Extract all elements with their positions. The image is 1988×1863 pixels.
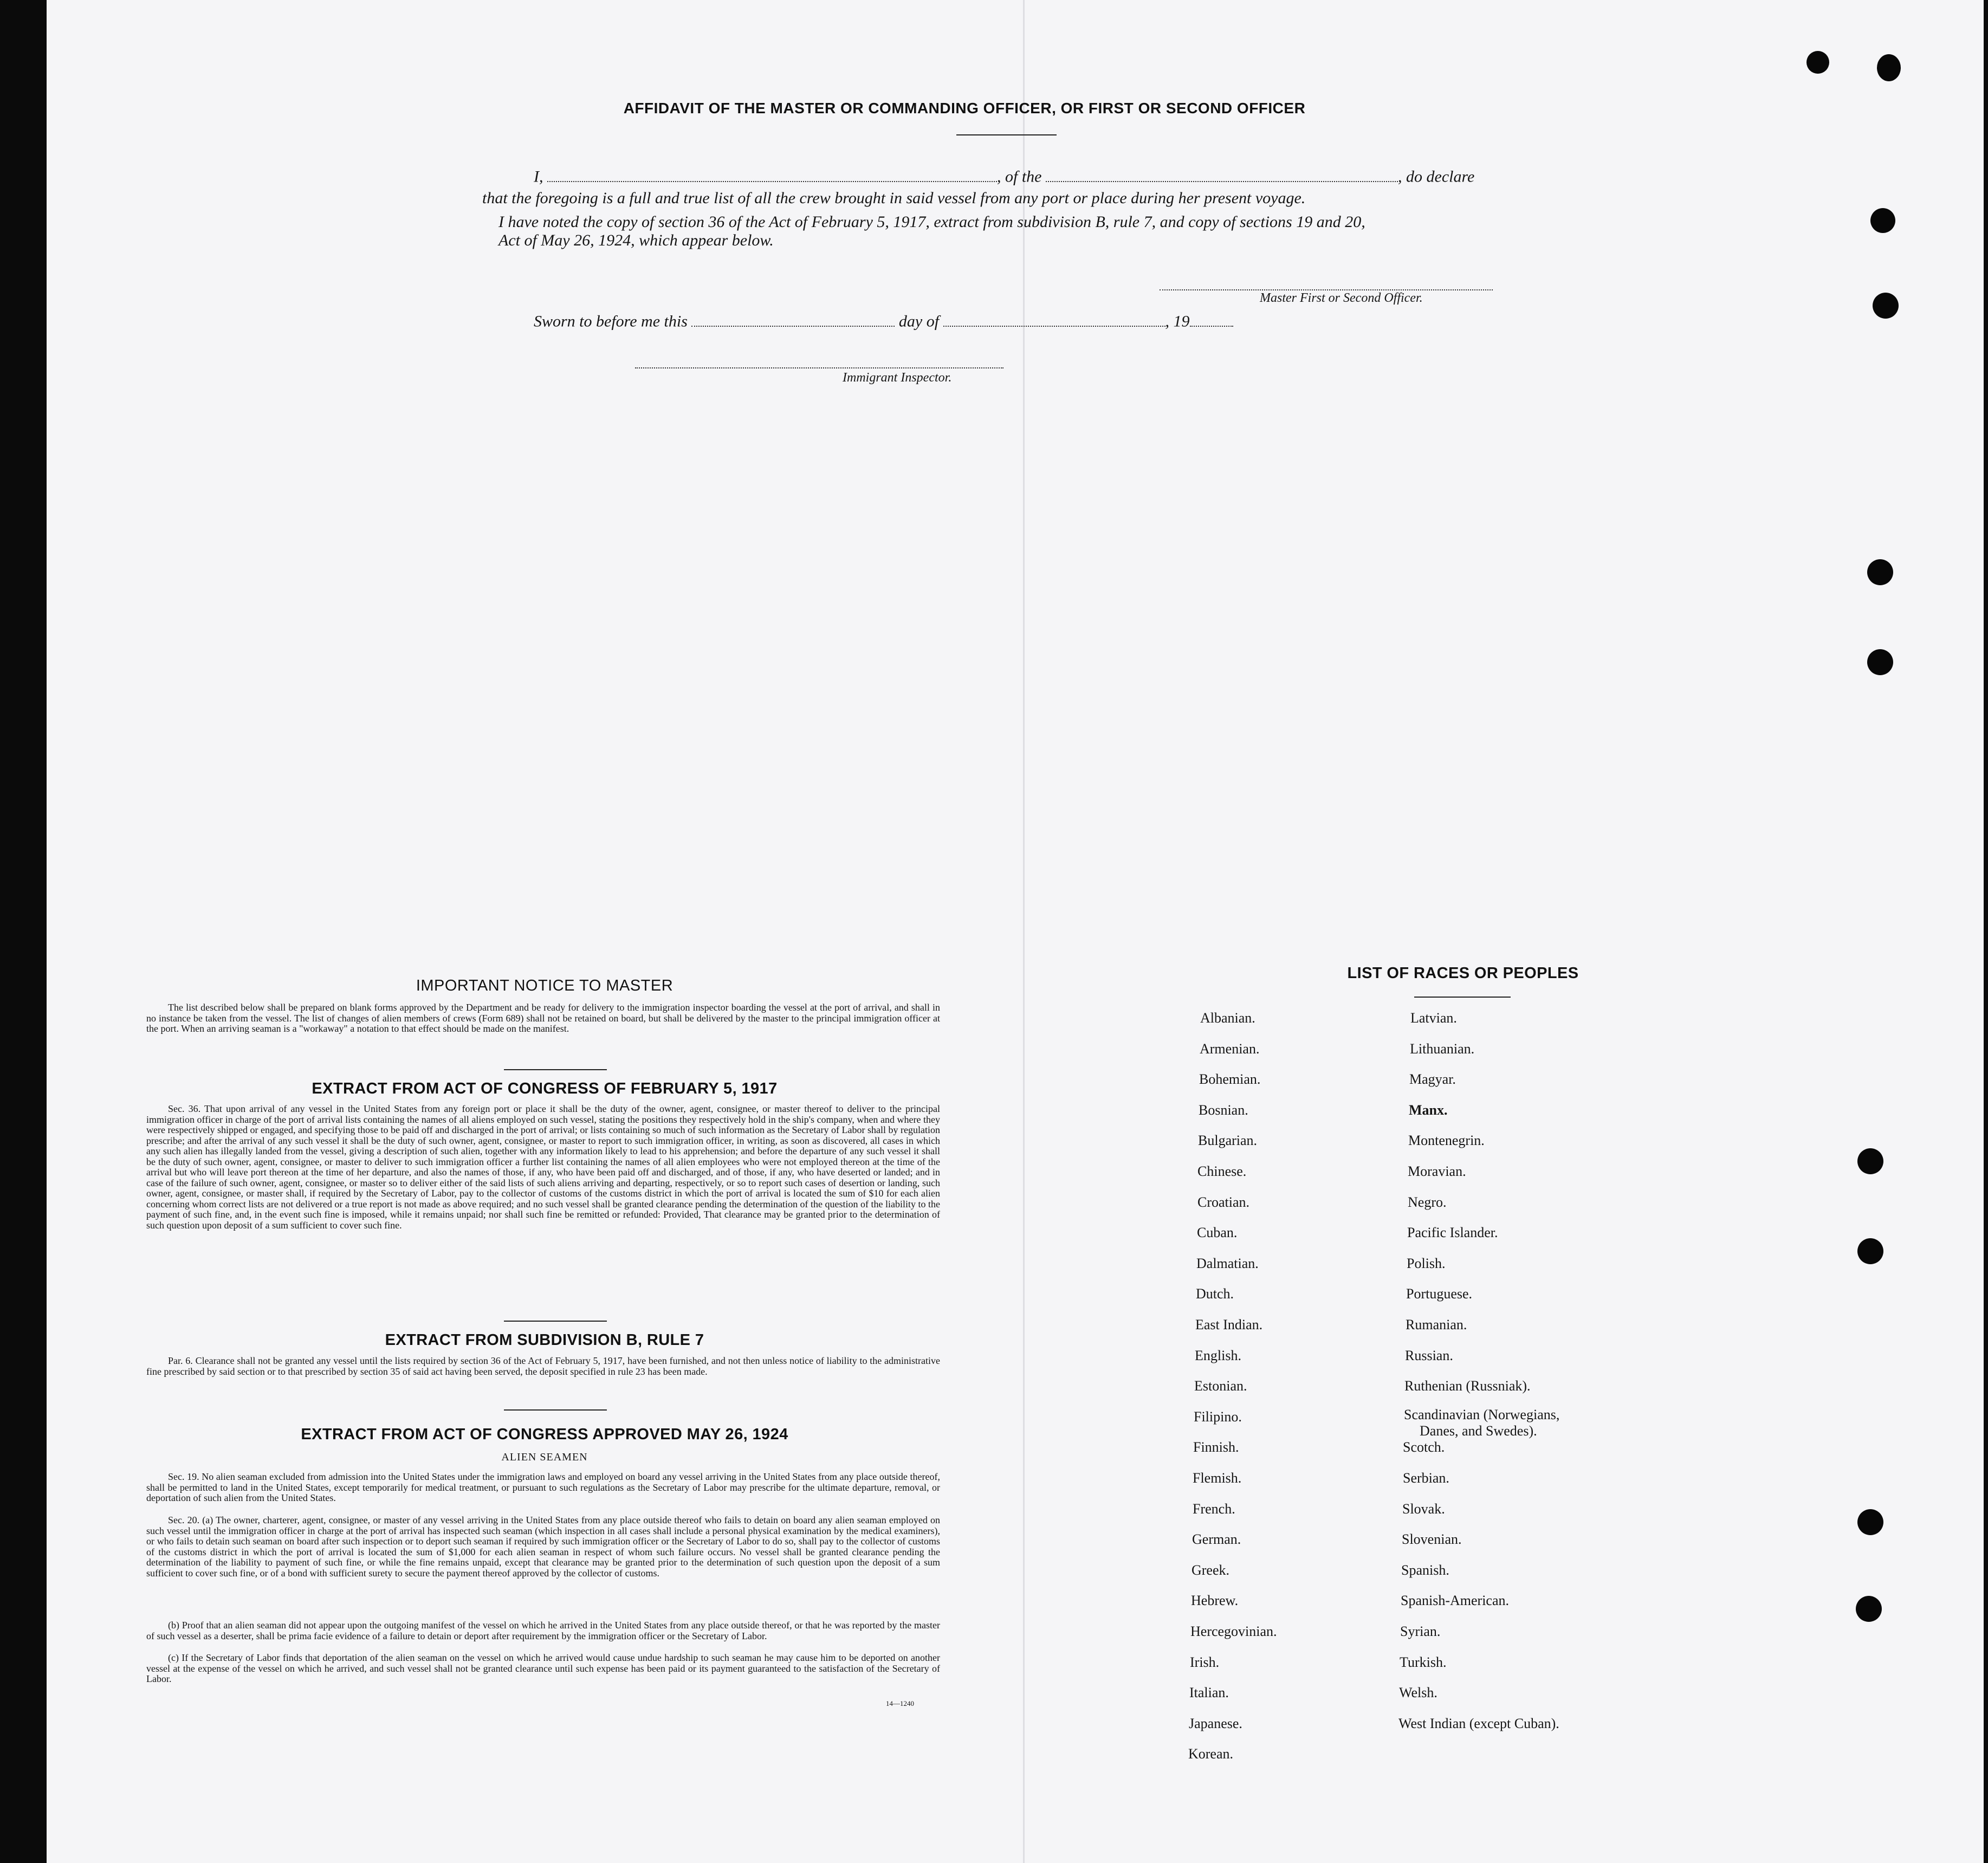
master-signature-line[interactable] [1160, 289, 1493, 290]
divider [1414, 997, 1511, 998]
binder-hole [1857, 1238, 1883, 1264]
race-item: Serbian. [1403, 1470, 1449, 1486]
race-item: Magyar. [1409, 1071, 1456, 1088]
race-item: West Indian (except Cuban). [1398, 1715, 1559, 1731]
notice-title: IMPORTANT NOTICE TO MASTER [416, 977, 674, 994]
races-title: LIST OF RACES OR PEOPLES [1347, 965, 1579, 982]
act-1924-section-20c: (c) If the Secretary of Labor finds that deportation of the alien seaman on the vessel on which he arrived would cause undue hardship to such seaman he may cause him to be deported on another vessel at the expense of the vessel on which he arrived, and such vessel shall not be granted clearance until such expense has been paid or its payment guaranteed to the satisfaction of the Secretary of Labor. [146, 1652, 940, 1684]
binder-hole [1870, 208, 1895, 233]
race-item: Japanese. [1189, 1715, 1242, 1731]
race-item: Latvian. [1410, 1010, 1457, 1026]
document-page [47, 0, 1984, 1863]
race-item: Polish. [1407, 1255, 1446, 1271]
race-item: Turkish. [1400, 1654, 1447, 1670]
divider [504, 1321, 607, 1322]
race-item: Spanish. [1401, 1562, 1449, 1578]
sworn-line [534, 310, 1292, 331]
divider [504, 1409, 607, 1411]
race-item: Russian. [1405, 1347, 1453, 1363]
race-item: Dalmatian. [1196, 1255, 1259, 1271]
race-item: Dutch. [1196, 1286, 1234, 1302]
affidavit-line-1 [534, 165, 1514, 186]
year-label: , 19 [1165, 312, 1190, 331]
race-item: Danes, and Swedes). [1420, 1422, 1537, 1439]
race-item: Portuguese. [1406, 1286, 1473, 1302]
race-item: Bohemian. [1199, 1071, 1261, 1088]
race-item: Negro. [1408, 1194, 1447, 1210]
race-item: Hebrew. [1191, 1593, 1239, 1609]
race-item: Flemish. [1193, 1470, 1242, 1486]
race-item: Bosnian. [1199, 1102, 1248, 1118]
affidavit-title: AFFIDAVIT OF THE MASTER OR COMMANDING OFFICER, OR FIRST OR SECOND OFFICER [623, 100, 1306, 117]
i-label: I, [534, 167, 543, 186]
affidavit-line-4: Act of May 26, 1924, which appear below. [498, 231, 774, 249]
act-1924-section-20b: (b) Proof that an alien seaman did not appear upon the outgoing manifest of the vessel on which he arrived in the United States from any place outside thereof, or that he was reported by the master of such vessel as a deserter, shall be prima facie evidence of a failure to detain or deport after requirement by the immigration officer or the Secretary of Labor. [146, 1620, 940, 1641]
divider [504, 1069, 607, 1070]
race-item: Rumanian. [1406, 1317, 1467, 1332]
race-item: Albanian. [1200, 1010, 1255, 1026]
binder-hole [1873, 293, 1899, 319]
binder-hole [1806, 51, 1829, 74]
binder-hole [1857, 1509, 1883, 1535]
race-item: Bulgarian. [1198, 1133, 1258, 1149]
race-item: Korean. [1188, 1746, 1234, 1762]
inspector-signature-label: Immigrant Inspector. [843, 371, 952, 385]
do-declare-label: , do declare [1398, 167, 1475, 186]
master-signature-label: Master First or Second Officer. [1260, 291, 1423, 305]
race-item: Montenegrin. [1408, 1133, 1485, 1149]
race-item: English. [1195, 1347, 1241, 1363]
race-item: Ruthenian (Russniak). [1404, 1378, 1531, 1394]
race-item: East Indian. [1195, 1317, 1263, 1332]
affidavit-line-3: I have noted the copy of section 36 of the Act of February 5, 1917, extract from subdivision B, rule 7, and copy of sections 19 and 20, [498, 213, 1365, 231]
race-item: Slovak. [1402, 1500, 1445, 1517]
race-item: Finnish. [1193, 1439, 1239, 1456]
race-item: Scotch. [1403, 1439, 1445, 1456]
binder-hole [1867, 649, 1893, 675]
race-item: Armenian. [1200, 1040, 1260, 1057]
race-item: Italian. [1189, 1685, 1229, 1701]
inspector-signature-line[interactable] [635, 367, 1003, 368]
race-item: Scandinavian (Norwegians, [1404, 1406, 1560, 1422]
act-1917-body: Sec. 36. That upon arrival of any vessel in the United States from any foreign port or place it shall be the duty of the owner, agent, consignee, or master thereof to deliver to the principal immigration officer in charge of the port of arrival lists containing the names of all aliens employed on such vessel, stating the positions they respectively hold in the ship's company, when and where they were respectively shipped or engaged, and specifying those to be paid off and discharged in the port of arrival; or lists containing so much of such information as the Secretary of Labor shall by regulation prescribe; and after the arrival of any such vessel it shall be the duty of such owner, agent, consignee, or master to report to such immigration officer, in writing, as soon as discovered, all cases in which any such alien has illegally landed from the vessel, giving a description of such alien, together with any information likely to lead to his apprehension; and before the departure of any such vessel it shall be the duty of such owner, agent, consignee, or master to deliver to such immigration officer a further list containing the names of all alien employees who were not employed thereon at the time of the arrival but who will leave port thereon at the time of her departure, and also the names of those, if any, who have been paid off and discharged, and of those, if any, who have deserted or landed; and in case of the failure of such owner, agent, consignee, or master so to deliver either of the said lists of such aliens arriving and departing, respectively, or so to report such cases of desertion or landing, such owner, agent, consignee, or master shall, if required by the Secretary of Labor, pay to the collector of customs of the customs district in which the port of arrival is located the sum of $10 for each alien concerning whom correct lists are not delivered or a true report is not made as above required; and no such vessel shall be granted clearance pending the determination of the question of the liability to the payment of such fine, and, in the event such fine is imposed, while it remains unpaid; nor shall such fine be remitted or refunded: Provided, That clearance may be granted prior to the determination of such question upon deposit of a sum sufficient to cover such fine. [146, 1103, 941, 1231]
race-item: Cuban. [1197, 1225, 1238, 1241]
act-1924-section-19: Sec. 19. No alien seaman excluded from admission into the United States under the immigration laws and employed on board any vessel arriving in the United States from any place outside thereof, shall be permitted to land in the United States, except temporarily for medical treatment, or pursuant to such regulations as the Secretary of Labor may prescribe for the ultimate departure, removal, or deportation of such alien from the United States. [146, 1471, 940, 1503]
year-blank[interactable] [1190, 310, 1233, 327]
month-blank[interactable] [943, 310, 1165, 327]
binder-hole [1867, 559, 1893, 585]
act-1924-section-20a: Sec. 20. (a) The owner, charterer, agent, consignee, or master of any vessel arriving in the United States from any place outside thereof who fails to detain on board any alien seaman employed on such vessel until the immigration officer in charge at the port of arrival has inspected such seaman (which inspection in all cases shall include a personal physical examination by the medical examiners), or who fails to detain such seaman on board after such inspection or to deport such seaman if required by such immigration officer or the Secretary of Labor to do so, shall pay to the collector of customs of the customs district in which the port of arrival is located the sum of $1,000 for each alien seaman in respect of whom such failure occurs. No vessel shall be granted clearance pending the determination of the liability to payment of such fine, or while the fine remains unpaid, except that clearance may be granted prior to the determination of such question upon the deposit of a sum sufficient to cover such fine, or of a bond with sufficient surety to secure the payment thereof approved by the collector of customs. [146, 1515, 940, 1579]
act-1924-title: EXTRACT FROM ACT OF CONGRESS APPROVED MAY 26, 1924 [301, 1426, 788, 1443]
race-item: Lithuanian. [1410, 1040, 1475, 1057]
race-item: Syrian. [1400, 1623, 1441, 1639]
subdivision-title: EXTRACT FROM SUBDIVISION B, RULE 7 [385, 1331, 704, 1349]
race-item: Slovenian. [1402, 1531, 1462, 1548]
race-item: Chinese. [1197, 1163, 1247, 1179]
race-item: Moravian. [1408, 1163, 1466, 1179]
sworn-date-blank[interactable] [691, 310, 895, 327]
notice-body: The list described below shall be prepared on blank forms approved by the Department and be ready for delivery to the immigration inspector boarding the vessel at the port of arrival, and shall in no instance be taken from the vessel. The list of changes of alien members of crews (Form 689) shall not be retained on board, but shall be delivered by the master to the principal immigration officer at the port. When an arriving seaman is a "workaway" a notation to that effect should be made on the manifest. [146, 1002, 940, 1034]
race-item: Hercegovinian. [1190, 1623, 1277, 1639]
binder-hole [1857, 1148, 1883, 1174]
race-item: Croatian. [1197, 1194, 1250, 1210]
alien-seamen-subtitle: ALIEN SEAMEN [501, 1451, 588, 1463]
divider [956, 134, 1057, 135]
race-item: Greek. [1191, 1562, 1230, 1578]
race-item: Spanish-American. [1401, 1593, 1510, 1609]
race-item: Pacific Islander. [1407, 1225, 1498, 1241]
of-the-label: , of the [997, 167, 1042, 186]
page-fold [1023, 0, 1025, 1863]
affidavit-line-2: that the foregoing is a full and true list of all the crew brought in said vessel from any port or place during her present voyage. [482, 189, 1306, 207]
name-blank[interactable] [547, 165, 997, 182]
act-1917-title: EXTRACT FROM ACT OF CONGRESS OF FEBRUARY 5, 1917 [312, 1080, 778, 1097]
form-number: 14—1240 [886, 1699, 914, 1707]
race-item: Manx. [1409, 1102, 1448, 1118]
subdivision-body: Par. 6. Clearance shall not be granted any vessel until the lists required by section 36 of the Act of February 5, 1917, have been furnished, and not then unless notice of liability to the administrative fine prescribed by said section or to that prescribed by section 35 of said act having been served, the deposit specified in rule 23 has been made. [146, 1355, 940, 1377]
vessel-blank[interactable] [1046, 165, 1398, 182]
binder-hole [1856, 1596, 1882, 1622]
race-item: Irish. [1190, 1654, 1220, 1670]
race-item: German. [1192, 1531, 1241, 1548]
race-item: Filipino. [1194, 1408, 1242, 1425]
race-item: Estonian. [1194, 1378, 1247, 1394]
sworn-label: Sworn to before me this [534, 312, 688, 331]
race-item: French. [1193, 1500, 1235, 1517]
race-item: Welsh. [1399, 1685, 1437, 1701]
binder-hole [1877, 54, 1901, 81]
day-of-label: day of [898, 312, 940, 331]
